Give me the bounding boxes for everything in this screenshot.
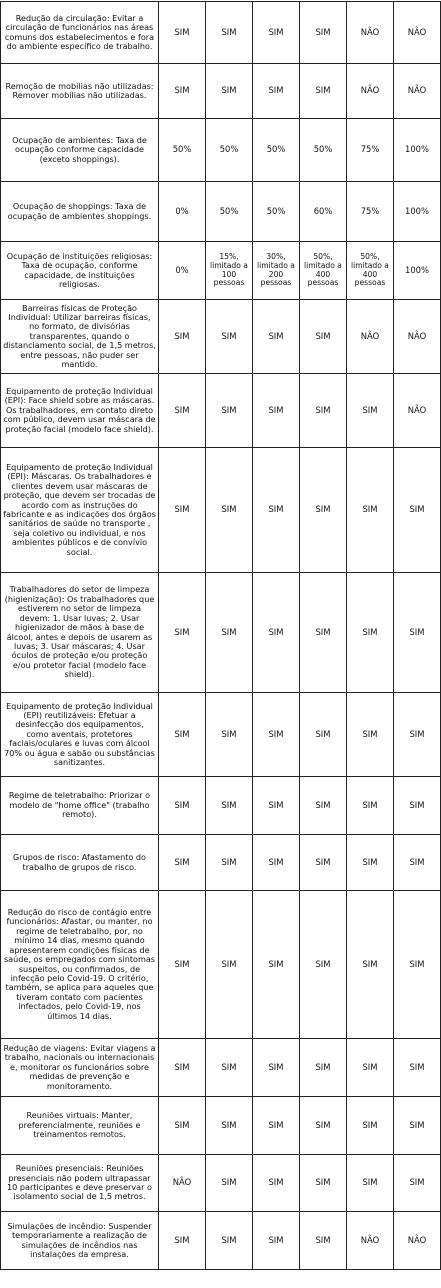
phase-value-cell: NÃO — [394, 64, 441, 119]
phase-value-cell: SIM — [159, 693, 206, 777]
measure-description-cell: Equipamento de proteção Individual (EPI): Máscaras. Os trabalhadores e clientes devem usar máscaras de proteção, que devem ser trocadas de acordo com as instruções do fabricante e as indicações dos órgãos sanitários de saúde no transporte , seja coletivo ou individual, e nos ambientes públicos e de convívio social. — [1, 448, 159, 573]
phase-value-cell: NÃO — [347, 64, 394, 119]
phase-value-cell: NÃO — [347, 1212, 394, 1270]
phase-value-cell: 50%, limitado a 400 pessoas — [300, 242, 347, 300]
measure-description-cell: Simulações de incêndio: Suspender temporariamente a realização de simulações de incêndios nas instalações da empresa. — [1, 1212, 159, 1270]
phase-value-cell: 0% — [159, 242, 206, 300]
table-row — [1, 374, 441, 448]
phase-value-cell: SIM — [300, 374, 347, 448]
phase-value-cell: NÃO — [394, 2, 441, 64]
phase-value-cell: SIM — [206, 573, 253, 693]
phase-value-cell: SIM — [253, 693, 300, 777]
phase-value-cell: SIM — [253, 835, 300, 891]
phase-value-cell: SIM — [394, 448, 441, 573]
phase-value-cell: SIM — [300, 448, 347, 573]
phase-value-cell: SIM — [347, 835, 394, 891]
phase-value-cell: SIM — [253, 300, 300, 374]
phase-value-cell: NÃO — [394, 374, 441, 448]
phase-value-cell: NÃO — [159, 1155, 206, 1212]
table-row — [1, 573, 441, 693]
measure-description-cell: Trabalhadores do setor de limpeza (higienização): Os trabalhadores que estiverem no setor de limpeza devem: 1. Usar luvas; 2. Usar higienizador de mãos à base de álcool, antes e depois de usarem as luvas; 3. Usar máscaras; 4. Usar óculos de proteção e/ou proteção e/ou protetor facial (modelo face shield). — [1, 573, 159, 693]
phase-value-cell: SIM — [206, 64, 253, 119]
measure-description-cell: Regime de teletrabalho: Priorizar o modelo de "home office" (trabalho remoto). — [1, 777, 159, 835]
phase-value-cell: NÃO — [347, 2, 394, 64]
table-row — [1, 300, 441, 374]
measures-table-body — [1, 2, 441, 1270]
phase-value-cell: SIM — [347, 777, 394, 835]
table-row — [1, 693, 441, 777]
phase-value-cell: SIM — [159, 891, 206, 1039]
table-row — [1, 1212, 441, 1270]
phase-value-cell: SIM — [253, 2, 300, 64]
table-row — [1, 119, 441, 182]
measure-description-cell: Equipamento de proteção Individual (EPI) reutilizáveis: Efetuar a desinfecção dos equipamentos, como aventais, protetores faciais/oculares e luvas com álcool 70% ou água e sabão ou substâncias sanitizantes. — [1, 693, 159, 777]
phase-value-cell: 50% — [300, 119, 347, 182]
phase-value-cell: SIM — [300, 2, 347, 64]
phase-value-cell: SIM — [159, 1097, 206, 1155]
phase-value-cell: SIM — [253, 374, 300, 448]
measure-description-cell: Ocupação de ambientes: Taxa de ocupação conforme capacidade (exceto shoppings). — [1, 119, 159, 182]
phase-value-cell: 60% — [300, 182, 347, 242]
phase-value-cell: SIM — [347, 374, 394, 448]
phase-value-cell: 50% — [253, 182, 300, 242]
phase-value-cell: SIM — [159, 1212, 206, 1270]
phase-value-cell: SIM — [347, 891, 394, 1039]
phase-value-cell: NÃO — [347, 300, 394, 374]
phase-value-cell: 50%, limitado a 400 pessoas — [347, 242, 394, 300]
phase-value-cell: 50% — [206, 119, 253, 182]
measure-description-cell: Ocupação de shoppings: Taxa de ocupação de ambientes shoppings. — [1, 182, 159, 242]
table-row — [1, 777, 441, 835]
phase-value-cell: SIM — [394, 693, 441, 777]
phase-value-cell: SIM — [159, 300, 206, 374]
measure-description-cell: Equipamento de proteção Individual (EPI): Face shield sobre as máscaras. Os trabalhadores, em contato direto com público, devem usar máscara de proteção facial (modelo face shield). — [1, 374, 159, 448]
phase-value-cell: 50% — [159, 119, 206, 182]
phase-value-cell: SIM — [347, 573, 394, 693]
phase-value-cell: SIM — [394, 835, 441, 891]
phase-value-cell: 100% — [394, 182, 441, 242]
phase-value-cell: 50% — [206, 182, 253, 242]
phase-value-cell: SIM — [394, 891, 441, 1039]
phase-value-cell: SIM — [394, 777, 441, 835]
phase-value-cell: SIM — [253, 1212, 300, 1270]
phase-value-cell: SIM — [253, 777, 300, 835]
phase-value-cell: NÃO — [394, 300, 441, 374]
phase-value-cell: SIM — [206, 2, 253, 64]
phase-value-cell: SIM — [253, 1097, 300, 1155]
phase-value-cell: NÃO — [394, 1212, 441, 1270]
measure-description-cell: Redução de viagens: Evitar viagens a trabalho, nacionais ou internacionais e, monitorar os funcionários sobre medidas de prevenção e monitoramento. — [1, 1039, 159, 1097]
phase-value-cell: SIM — [300, 693, 347, 777]
phase-value-cell: 75% — [347, 119, 394, 182]
phase-value-cell: SIM — [300, 300, 347, 374]
phase-value-cell: 0% — [159, 182, 206, 242]
phase-value-cell: SIM — [206, 1212, 253, 1270]
phase-value-cell: SIM — [159, 777, 206, 835]
phase-value-cell: SIM — [300, 777, 347, 835]
phase-value-cell: SIM — [300, 1212, 347, 1270]
phase-value-cell: SIM — [206, 777, 253, 835]
table-row — [1, 2, 441, 64]
phase-value-cell: SIM — [206, 1155, 253, 1212]
phase-value-cell: SIM — [206, 1097, 253, 1155]
phase-value-cell: SIM — [159, 573, 206, 693]
phase-value-cell: SIM — [206, 448, 253, 573]
phase-value-cell: SIM — [300, 1155, 347, 1212]
phase-value-cell: SIM — [253, 1039, 300, 1097]
phase-value-cell: SIM — [159, 2, 206, 64]
phase-value-cell: SIM — [206, 300, 253, 374]
phase-value-cell: SIM — [253, 64, 300, 119]
table-row — [1, 64, 441, 119]
table-row — [1, 182, 441, 242]
measure-description-cell: Ocupação de instituições religiosas: Taxa de ocupação, conforme capacidade, de instituições religiosas. — [1, 242, 159, 300]
phase-value-cell: SIM — [394, 573, 441, 693]
phase-value-cell: SIM — [159, 835, 206, 891]
phase-value-cell: SIM — [394, 1039, 441, 1097]
phase-value-cell: SIM — [159, 1039, 206, 1097]
measure-description-cell: Redução da circulação: Evitar a circulação de funcionários nas áreas comuns dos estabelecimentos e fora do ambiente específico de trabalho. — [1, 2, 159, 64]
table-row — [1, 835, 441, 891]
table-row — [1, 1097, 441, 1155]
measure-description-cell: Grupos de risco: Afastamento do trabalho de grupos de risco. — [1, 835, 159, 891]
phase-value-cell: SIM — [347, 1097, 394, 1155]
measure-description-cell: Barreiras físicas de Proteção Individual: Utilizar barreiras físicas, no formato, de divisórias transparentes, quando o distanciamento social, de 1,5 metros, entre pessoas, não puder ser mantido. — [1, 300, 159, 374]
phase-value-cell: 100% — [394, 242, 441, 300]
phase-value-cell: SIM — [159, 64, 206, 119]
phase-value-cell: SIM — [159, 448, 206, 573]
table-row — [1, 1039, 441, 1097]
phase-value-cell: SIM — [300, 835, 347, 891]
phase-value-cell: SIM — [347, 1039, 394, 1097]
phase-value-cell: SIM — [300, 1039, 347, 1097]
phase-value-cell: SIM — [253, 573, 300, 693]
phase-value-cell: SIM — [300, 1097, 347, 1155]
phase-value-cell: SIM — [206, 835, 253, 891]
measure-description-cell: Redução do risco de contágio entre funcionários: Afastar, ou manter, no regime de teletrabalho, por, no mínimo 14 dias, mesmo quando apresentarem condições físicas de saúde, os empregados com sintomas suspeitos, ou confirmados, de infecção pelo Covid-19. O critério, também, se aplica para aqueles que tiveram contato com pacientes infectados, pelo Covid-19, nos últimos 14 dias. — [1, 891, 159, 1039]
phase-value-cell: SIM — [347, 448, 394, 573]
phase-value-cell: SIM — [206, 693, 253, 777]
table-row — [1, 1155, 441, 1212]
phase-value-cell: SIM — [300, 64, 347, 119]
phase-value-cell: SIM — [159, 374, 206, 448]
phase-value-cell: SIM — [206, 1039, 253, 1097]
phase-value-cell: SIM — [394, 1155, 441, 1212]
phase-value-cell: SIM — [206, 891, 253, 1039]
phase-value-cell: 100% — [394, 119, 441, 182]
measure-description-cell: Reuniões virtuais: Manter, preferencialmente, reuniões e treinamentos remotos. — [1, 1097, 159, 1155]
table-row — [1, 448, 441, 573]
phase-value-cell: SIM — [347, 1155, 394, 1212]
measure-description-cell: Reuniões presenciais: Reuniões presenciais não podem ultrapassar 10 participantes e deve preservar o isolamento social de 1,5 metros. — [1, 1155, 159, 1212]
phase-value-cell: 30%, limitado a 200 pessoas — [253, 242, 300, 300]
phase-value-cell: SIM — [300, 573, 347, 693]
phase-value-cell: SIM — [253, 448, 300, 573]
phase-value-cell: SIM — [394, 1097, 441, 1155]
measures-table — [0, 1, 441, 1270]
phase-value-cell: 50% — [253, 119, 300, 182]
table-row — [1, 242, 441, 300]
phase-value-cell: 75% — [347, 182, 394, 242]
measure-description-cell: Remoção de mobílias não utilizadas: Remover mobílias não utilizadas. — [1, 64, 159, 119]
table-row — [1, 891, 441, 1039]
phase-value-cell: SIM — [347, 693, 394, 777]
phase-value-cell: SIM — [300, 891, 347, 1039]
phase-value-cell: 15%, limitado a 100 pessoas — [206, 242, 253, 300]
phase-value-cell: SIM — [253, 891, 300, 1039]
phase-value-cell: SIM — [206, 374, 253, 448]
phase-value-cell: SIM — [253, 1155, 300, 1212]
